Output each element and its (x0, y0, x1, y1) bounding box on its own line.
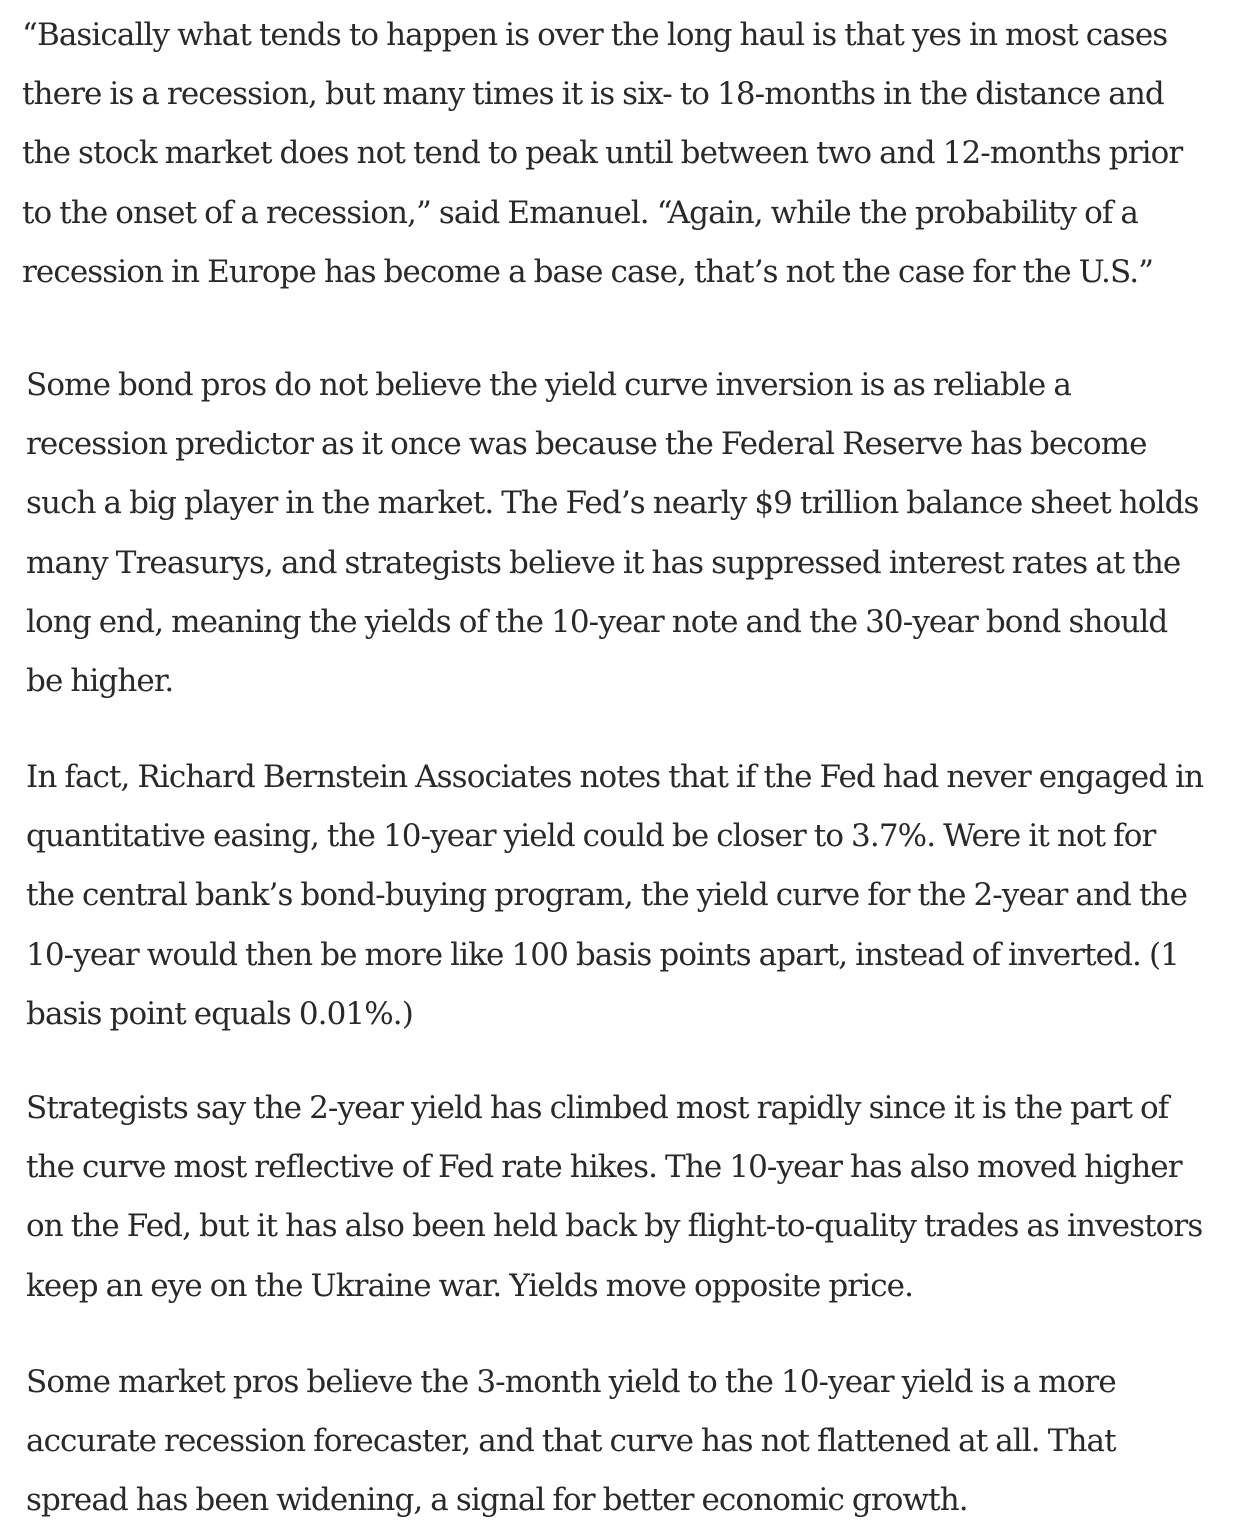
paragraph-bernstein (26, 748, 1203, 1044)
text-line: spread has been widening, a signal for better economic growth. (26, 1482, 968, 1519)
text-line: Some bond pros do not believe the yield curve inversion is as reliable a (26, 367, 1071, 403)
text-line: the central bank’s bond-buying program, the yield curve for the 2-year and the (26, 877, 1188, 914)
text-line: Some market pros believe the 3-month yield to the 10-year yield is a more (26, 1364, 1116, 1400)
text-line: Strategists say the 2-year yield has climbed most rapidly since it is the part of (26, 1090, 1169, 1126)
paragraph-emanuel-quote (22, 6, 1182, 302)
text-line: to the onset of a recession,” said Emanuel. “Again, while the probability of a (22, 194, 1138, 231)
paragraph-strategists (26, 1079, 1202, 1316)
text-line: “Basically what tends to happen is over the long haul is that yes in most cases (22, 17, 1168, 53)
paragraph-bond-pros (26, 356, 1199, 711)
text-line: In fact, Richard Bernstein Associates notes that if the Fed had never engaged in (26, 759, 1204, 795)
text-line: the curve most reflective of Fed rate hikes. The 10-year has also moved higher (26, 1149, 1182, 1186)
text-line: long end, meaning the yields of the 10-year note and the 30-year bond should (26, 603, 1168, 640)
text-line: such a big player in the market. The Fed’s nearly $9 trillion balance sheet holds (26, 485, 1199, 522)
paragraph-market-pros (26, 1353, 1116, 1531)
text-line: accurate recession forecaster, and that curve has not flattened at all. That (26, 1423, 1116, 1460)
text-line: quantitative easing, the 10-year yield could be closer to 3.7%. Were it not for (26, 818, 1156, 855)
text-line: be higher. (26, 663, 174, 700)
text-line: basis point equals 0.01%.) (26, 995, 413, 1032)
text-line: many Treasurys, and strategists believe it has suppressed interest rates at the (26, 544, 1181, 581)
text-line: on the Fed, but it has also been held back by flight-to-quality trades as investors (26, 1208, 1203, 1245)
text-line: 10-year would then be more like 100 basis points apart, instead of inverted. (1 (26, 936, 1179, 973)
text-line: the stock market does not tend to peak until between two and 12-months prior (22, 135, 1183, 172)
text-line: recession predictor as it once was because the Federal Reserve has become (26, 426, 1147, 463)
text-line: keep an eye on the Ukraine war. Yields move opposite price. (26, 1267, 914, 1304)
text-line: recession in Europe has become a base case, that’s not the case for the U.S.” (22, 253, 1154, 290)
text-line: there is a recession, but many times it is six- to 18-months in the distance and (22, 76, 1164, 113)
